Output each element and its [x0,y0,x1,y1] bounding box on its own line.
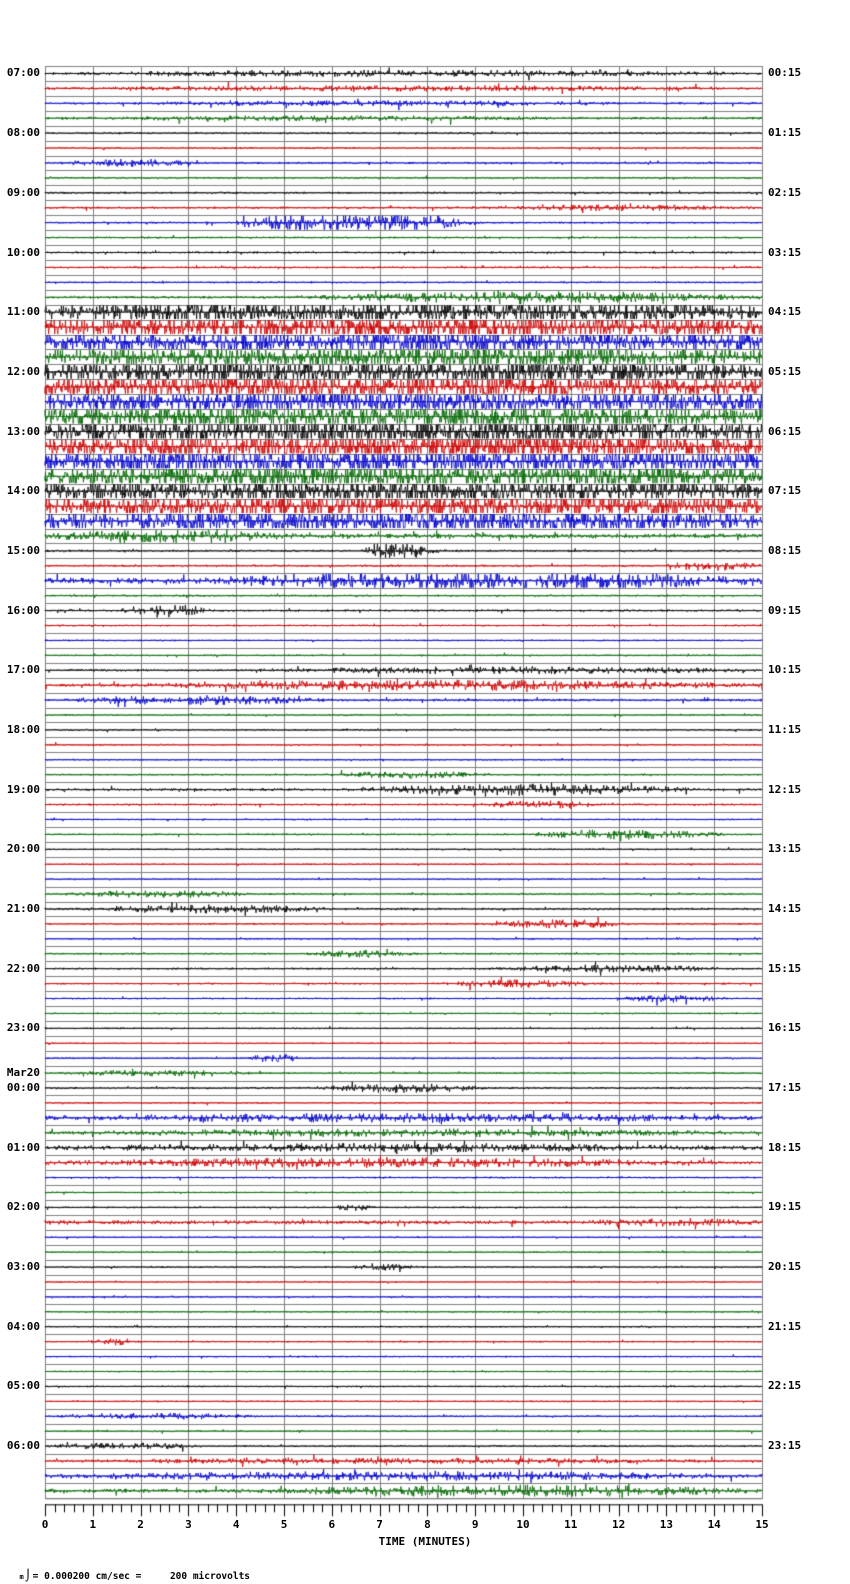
x-tick-label-10: 10 [516,1518,530,1532]
y-label-right-13-15: 13:15 [768,842,802,856]
y-label-left-13-00: 13:00 [6,424,40,438]
y-label-right-10-15: 10:15 [768,663,802,677]
y-label-right-02-15: 02:15 [768,185,802,199]
y-label-left-17-00: 17:00 [6,663,40,677]
x-axis-title: TIME (MINUTES) [378,1535,472,1548]
y-label-right-06-15: 06:15 [768,424,802,438]
y-label-right-12-15: 12:15 [768,782,802,796]
y-label-right-20-15: 20:15 [768,1260,802,1274]
y-label-right-01-15: 01:15 [768,126,802,140]
x-tick-label-5: 5 [280,1518,288,1532]
y-label-left-01-00: 01:00 [6,1140,40,1154]
footer-scale-text: = 0.000200 cm/sec = 200 microvolts [32,1571,251,1582]
i-beam-scale-icon: ⌡ [24,1569,32,1582]
y-label-left-08-00: 08:00 [6,126,40,140]
y-label-right-04-15: 04:15 [768,305,802,319]
x-tick-label-14: 14 [707,1518,721,1532]
footer-scale-note [8,1558,250,1582]
y-label-left-02-00: 02:00 [6,1200,40,1214]
y-label-left-07-00: 07:00 [6,66,40,80]
y-label-left-12-00: 12:00 [6,364,40,378]
y-label-right-07-15: 07:15 [768,484,802,498]
y-label-right-14-15: 14:15 [768,901,802,915]
x-tick-label-13: 13 [659,1518,674,1532]
y-label-left-09-00: 09:00 [6,185,40,199]
y-label-right-00-15: 00:15 [768,66,802,80]
y-label-right-08-15: 08:15 [768,543,802,557]
y-label-left-06-00: 06:00 [6,1439,40,1453]
y-label-right-16-15: 16:15 [768,1021,802,1035]
y-label-left-11-00: 11:00 [6,305,40,319]
y-label-left-15-00: 15:00 [6,543,40,557]
footer-prefix: m [19,1573,24,1581]
x-tick-label-2: 2 [137,1518,144,1532]
y-label-right-05-15: 05:15 [768,364,802,378]
y-label-left-23-00: 23:00 [6,1021,40,1035]
y-label-right-21-15: 21:15 [768,1319,802,1333]
y-label-left-04-00: 04:00 [6,1319,40,1333]
y-label-right-03-15: 03:15 [768,245,802,259]
y-label-right-19-15: 19:15 [768,1200,802,1214]
y-label-left-10-00: 10:00 [6,245,40,259]
y-label-right-11-15: 11:15 [768,722,802,736]
y-label-left-21-00: 21:00 [6,901,40,915]
x-tick-label-15: 15 [755,1518,769,1532]
x-tick-label-12: 12 [611,1518,626,1532]
y-label-left-03-00: 03:00 [6,1260,40,1274]
x-tick-label-11: 11 [564,1518,578,1532]
y-label-left-00-00: 00:00 [6,1081,40,1095]
y-label-right-18-15: 18:15 [768,1140,802,1154]
y-label-left-19-00: 19:00 [6,782,40,796]
y-label-right-09-15: 09:15 [768,603,802,617]
y-label-left-05-00: 05:00 [6,1379,40,1393]
x-tick-label-4: 4 [232,1518,240,1532]
y-label-left-14-00: 14:00 [6,484,40,498]
x-tick-label-6: 6 [328,1518,336,1532]
y-label-left-16-00: 16:00 [6,603,40,617]
y-label-right-22-15: 22:15 [768,1379,802,1393]
y-label-left-18-00: 18:00 [6,722,40,736]
y-label-left-22-00: 22:00 [6,961,40,975]
y-label-left-Mar20: Mar20 [6,1066,40,1080]
y-label-right-15-15: 15:15 [768,961,802,975]
x-tick-label-1: 1 [89,1518,97,1532]
x-tick-label-7: 7 [376,1518,383,1532]
y-label-left-20-00: 20:00 [6,842,40,856]
x-tick-label-0: 0 [41,1518,49,1532]
y-label-right-23-15: 23:15 [768,1439,802,1453]
x-tick-label-8: 8 [424,1518,431,1532]
y-label-right-17-15: 17:15 [768,1081,802,1095]
x-tick-label-9: 9 [471,1518,479,1532]
x-tick-label-3: 3 [185,1518,192,1532]
